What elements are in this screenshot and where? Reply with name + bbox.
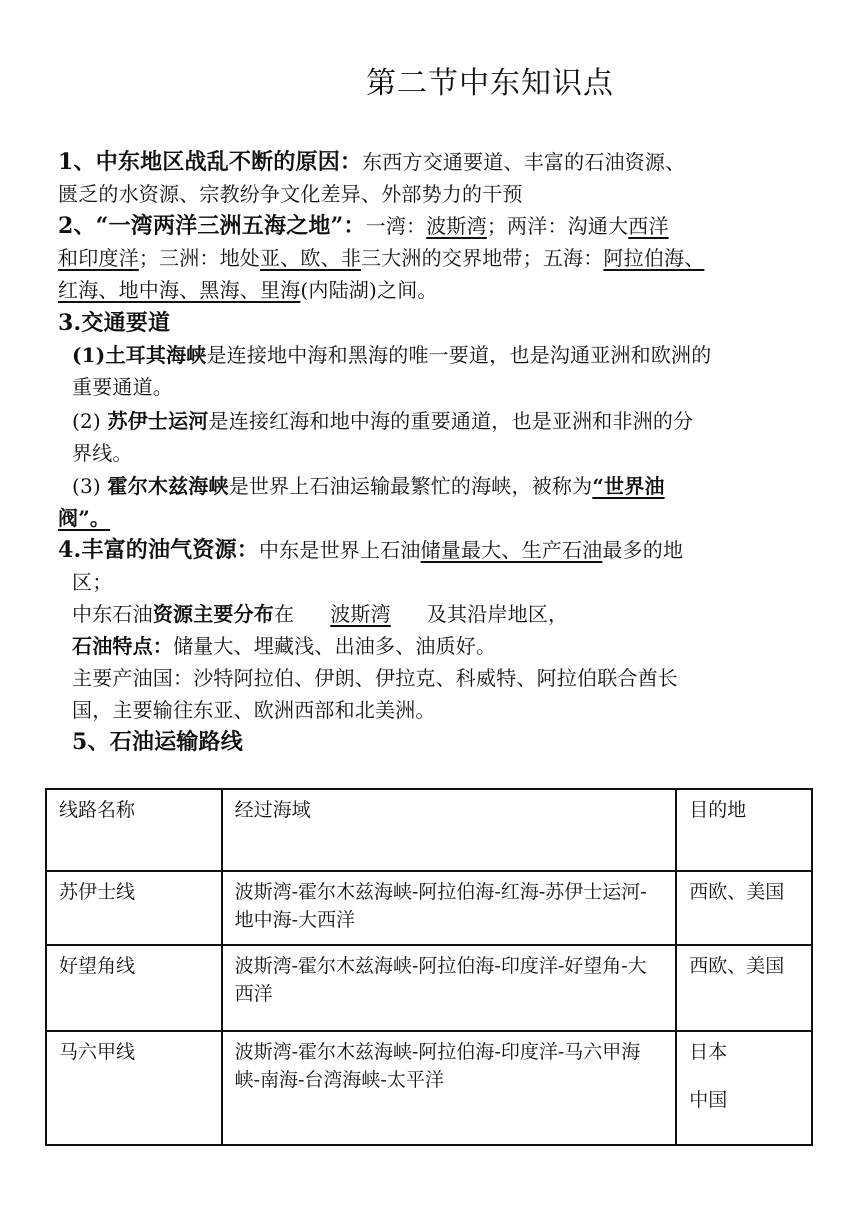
section-4-line-1 bbox=[58, 534, 808, 566]
text: 储量大、埋藏浅、出油多、油质好。 bbox=[173, 634, 497, 658]
section-1-text: 东西方交通要道、丰富的石油资源、 bbox=[362, 150, 686, 174]
text: (2) bbox=[72, 409, 108, 433]
route-name-cell: 苏伊士线 bbox=[46, 871, 222, 945]
bold-text: 石油特点： bbox=[72, 634, 173, 658]
destination: 日本 bbox=[689, 1041, 728, 1063]
table-row bbox=[46, 1031, 812, 1145]
oil-route-table bbox=[45, 788, 813, 1146]
destination: 中国 bbox=[689, 1089, 728, 1111]
table-header-cell: 线路名称 bbox=[46, 789, 222, 871]
destination-cell bbox=[676, 1031, 812, 1145]
underlined-text: 储量最大、生产石油 bbox=[420, 538, 603, 562]
route-name-cell: 马六甲线 bbox=[46, 1031, 222, 1145]
destination: 西欧、美国 bbox=[689, 881, 785, 903]
route-path-cell: 波斯湾-霍尔木兹海峡-阿拉伯海-印度洋-马六甲海峡-南海-台湾海峡-太平洋 bbox=[222, 1031, 677, 1145]
route-path-cell: 波斯湾-霍尔木兹海峡-阿拉伯海-印度洋-好望角-大西洋 bbox=[222, 945, 677, 1031]
strait-name: 霍尔木兹海峡 bbox=[107, 474, 229, 498]
section-4-line-2: 区； bbox=[72, 570, 113, 594]
route-path-cell: 波斯湾-霍尔木兹海峡-阿拉伯海-红海-苏伊士运河-地中海-大西洋 bbox=[222, 871, 677, 945]
section-3-p1-cont: 重要通道。 bbox=[72, 375, 173, 399]
section-2-line-2 bbox=[58, 242, 808, 274]
section-1-line-2: 匮乏的水资源、宗教纷争文化差异、外部势力的干预 bbox=[58, 182, 523, 206]
destination-cell bbox=[676, 871, 812, 945]
destination-cell bbox=[676, 945, 812, 1031]
ocean-name: 西洋 bbox=[628, 214, 669, 238]
section-2-line-3 bbox=[58, 274, 808, 306]
section-3-p1 bbox=[72, 339, 822, 371]
seas: 红海、地中海、黑海、里海 bbox=[58, 278, 301, 302]
section-3-heading: 3.交通要道 bbox=[58, 310, 171, 336]
text: 是连接地中海和黑海的唯一要道，也是沟通亚洲和欧洲的 bbox=[206, 343, 712, 367]
text: (3) bbox=[72, 474, 108, 498]
text: 一湾： bbox=[365, 214, 427, 238]
seas: 阿拉伯海、 bbox=[603, 246, 705, 270]
section-5-heading: 5、石油运输路线 bbox=[72, 729, 243, 755]
ocean-name: 和印度洋 bbox=[58, 246, 139, 270]
section-3-p2 bbox=[72, 405, 822, 437]
section-3-p2-cont: 界线。 bbox=[72, 441, 133, 465]
canal-name: 苏伊士运河 bbox=[107, 409, 209, 433]
text: 三大洲的交界地带；五海： bbox=[361, 246, 604, 270]
bay-name: 波斯湾 bbox=[426, 214, 487, 238]
nickname: “世界油 bbox=[592, 474, 665, 498]
route-name-cell: 好望角线 bbox=[46, 945, 222, 1031]
page-title: 第二节中东知识点 bbox=[366, 66, 614, 101]
section-4-line-4 bbox=[72, 630, 822, 662]
text: 在 bbox=[274, 602, 295, 626]
section-3-p3 bbox=[72, 470, 822, 502]
section-4-heading: 4.丰富的油气资源： bbox=[58, 537, 259, 563]
table-header-cell: 经过海域 bbox=[222, 789, 677, 871]
section-3-p3-cont bbox=[58, 502, 808, 534]
section-1-heading: 1、中东地区战乱不断的原因： bbox=[58, 149, 363, 175]
fill-blank: 波斯湾 bbox=[330, 602, 391, 626]
text: 中东是世界上石油 bbox=[258, 538, 421, 562]
table-row bbox=[46, 871, 812, 945]
table-header-cell: 目的地 bbox=[676, 789, 812, 871]
section-2-heading: 2、“一湾两洋三洲五海之地”： bbox=[58, 213, 366, 239]
strait-name: (1)土耳其海峡 bbox=[72, 343, 207, 367]
destination: 西欧、美国 bbox=[689, 955, 785, 977]
text: 及其沿岸地区， bbox=[426, 602, 569, 626]
continents: 亚、欧、非 bbox=[260, 246, 362, 270]
text: ；三洲：地处 bbox=[138, 246, 261, 270]
text: 最多的地 bbox=[602, 538, 684, 562]
section-4-line-5: 主要产油国：沙特阿拉伯、伊朗、伊拉克、科威特、阿拉伯联合酋长 bbox=[72, 666, 678, 690]
table-header-row bbox=[46, 789, 812, 871]
text: ；两洋：沟通大 bbox=[486, 214, 629, 238]
section-1-line-1 bbox=[58, 146, 808, 178]
nickname: 阀”。 bbox=[58, 506, 111, 530]
section-2-line-1 bbox=[58, 210, 808, 242]
table-row bbox=[46, 945, 812, 1031]
section-4-line-3 bbox=[72, 598, 822, 630]
section-4-line-6: 国，主要输往东亚、欧洲西部和北美洲。 bbox=[72, 698, 436, 722]
text: 是连接红海和地中海的重要通道，也是亚洲和非洲的分 bbox=[208, 409, 694, 433]
text: 中东石油 bbox=[72, 602, 153, 626]
text: 是世界上石油运输最繁忙的海峡，被称为 bbox=[228, 474, 593, 498]
bold-text: 资源主要分布 bbox=[152, 602, 275, 626]
text: (内陆湖)之间。 bbox=[300, 278, 438, 302]
